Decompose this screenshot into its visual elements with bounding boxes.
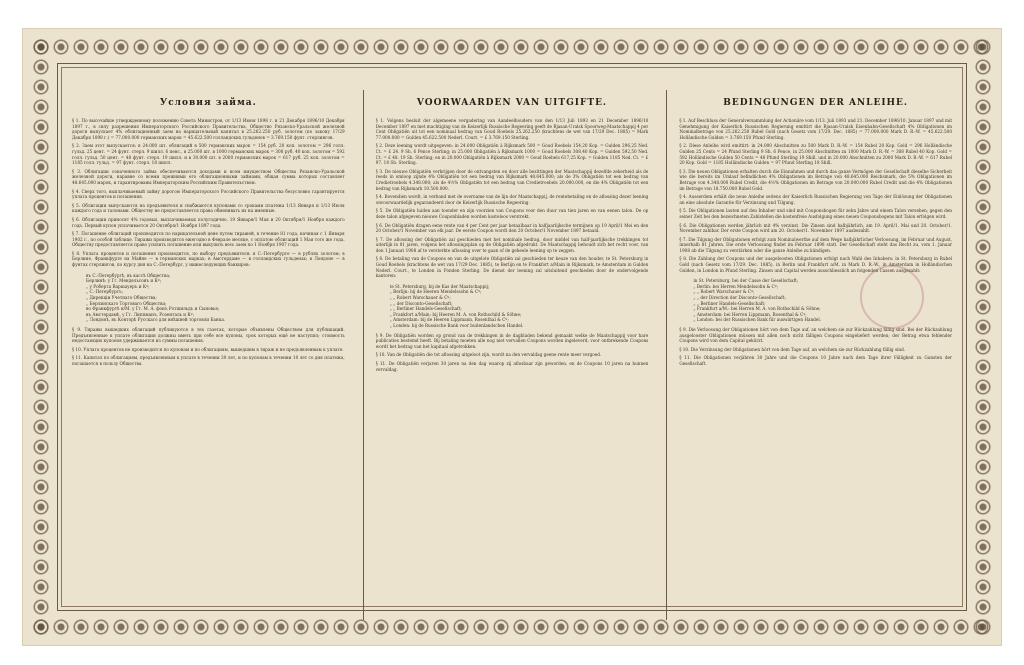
right-ornament-border bbox=[973, 37, 993, 637]
list-item: „ Frankfurt a/M.: bei Herren M. A. von Rothschild & Söhne; bbox=[693, 306, 821, 312]
list-item: „ Londen: bij de Russische Bank voor buitenlandschen Handel. bbox=[389, 323, 524, 328]
nl-paragraph-9: § 9. De Obligatiën worden op grond van de trekkingen in de dagbladen bekend gemaakt welke de Maatschappij voor hare publicaties bestemd heeft. Bij betaling moeten alle nog niet vervallen Coupons worden ingeleverd; voor ontbrekende Coupons wordt het bedrag van het kapitaal afgetrokken. bbox=[375, 332, 649, 349]
list-item: „ Berlin: bei Herren Mendelssohn & Cº; bbox=[693, 283, 779, 289]
ru-paragraph-11: § 11. Капитал по облигациям, предъявленным к уплате в течении 30 лет, и по купонам в течении 10 лет со дня платежа, погашается в пользу Общества. bbox=[72, 355, 345, 366]
list-item: „ Frankfort a/Main: bij Heeren M. A. von Rothschild & Söhne; bbox=[389, 311, 522, 317]
list-item: „ „ Berliner Handels-Gesellschaft; bbox=[389, 306, 462, 312]
nl-paragraph-5: § 5. De Obligatiën luiden aan toonder en zijn voorzien van Coupons voor den duur van tien jaren en van eenen talon. De op deze talon afgegeven nieuwe Couponbladen worden kosteloos verstrekt. bbox=[375, 208, 649, 219]
list-item: „ „ Robert Warschauer & Cº; bbox=[693, 289, 755, 295]
list-item: „ Лондонѣ, въ Конторѣ Русскаго для внѣшней торговли Банка. bbox=[86, 317, 226, 323]
de-paragraph-4: § 4. Ausserdem erhält die neue Anleihe seitens der Kaiserlich Russischen Regierung von Tage der Einlösung der Obligationen an eine absolute Garantie für Verzinsung und Tilgung. bbox=[679, 194, 953, 205]
ru-paragraph-5: § 5. Облигации выпускаются на предъявителя и снабжаются купонами со сроками платежа 1/13 Января и 1/13 Июля каждого года и талонами. Обществу не предоставляется права обменивать их на именные. bbox=[72, 202, 345, 214]
nl-paragraph-8: § 8. De betaling van de Coupons en van de uitgelote Obligatiën zal geschieden ter keuze van den houder, te St. Petersburg in Goud Roebels (krachtens de wet van 17/29 Dec. 1885), te Berlijn en te Frankfort a/Main in Rijksmark, te Amsterdam in Gulden Nederl. Court., te Londen in Ponden Sterling. De dienst der leening zal uitsluitend geschieden door de ondervolgende kantoren: bbox=[375, 256, 649, 279]
nl-paragraph-3: § 3. De nieuwe Obligatiën verkrijgen door de ontvangsten en door alle bezittingen der Maatschappij dezelfde zekerheid als de reeds in omloop zijnde 4% Obligatiën tot een bedrag van Rijksmark 48.645.000; als de 3% Obligatiën tot een bedrag van Credietroebels 4.348.000; als de 4½% Obligatiën tot een bedrag van Credietroebels 20.000.000, en die 4% Obligatiën tot een bedrag van Rijksmark 10.500.000. bbox=[375, 168, 649, 191]
de-paragraph-8: § 8. Die Zahlung der Coupons und der ausgeloosten Obligationen erfolgt nach Wahl des Inhabers: in St. Petersburg in Rubel Gold (nach Gesetz vom 17/29. Dec. 1885), in Berlin und Frankfurt a/M. in Mark D. R.-W., in Amsterdam in Holländischen Gulden, in London in Pfund Sterling. Zinsen und Capital werden ausschliesslich an folgenden Cassen ausgezahlt: bbox=[679, 256, 953, 273]
list-item: te St. Petersburg, bij de Kas der Maatschappij; bbox=[389, 283, 490, 289]
list-item: въ С.-Петербургѣ, въ кассѣ Общества; bbox=[86, 272, 171, 278]
ru-paying-agents-list bbox=[86, 273, 345, 323]
nl-paragraph-7: § 7. De aflossing der Obligatiën zal geschieden met het nominale bedrag, door middel van half-jaarlijksche trekkingen tot uiterlijk in 81 jaren, volgens het aflossingsplan op de Obligatiën afgedrukt. De Maatschappij behoudt zich het recht voor, van den 1 Januari 1908 af te versterkte aflossing over te gaan of de geheele leening op te zeggen. bbox=[375, 236, 649, 253]
list-item: „ С.-Петербургъ; bbox=[86, 289, 123, 295]
list-item: „ Берлинскаго Торговаго Общества; bbox=[86, 300, 167, 306]
left-ornament-border bbox=[31, 37, 51, 637]
de-paragraph-2: § 2. Diese Anleihe wird emittirt: in 24.000 Abschnitten zu 500 Mark D. R.-W. = 154 Rubel 20 Kop. Gold = 296 Holländische Gulden 25 Cents = 24 Pfund Sterling 9 Sh. 6 Pence, in 25.000 Abschnitten zu 1000 Mark D. R.-W. = 308 Rubel 40 Kop. Gold = 592 Holländische Gulden 50 Cents = 48 Pfund Sterling 19 Shill. und in 20.000 Abschnitten zu 2000 Mark D. R.-W. = 617 Rubel 20 Kop. Gold = 1185 Holländische Gulden = 97 Pfund Sterling 18 Shill. bbox=[679, 143, 953, 166]
dutch-column bbox=[363, 90, 655, 620]
list-item: „ Amsterdam: bij de Heeren Lippmann, Rosenthal & Cº; bbox=[389, 317, 509, 323]
list-item: „ „ Berliner Handels-Gesellschaft; bbox=[693, 300, 766, 306]
de-paragraph-9: § 9. Die Verloosung der Obligationen hört von dem Tage auf, an welchem sie zur Rückzahlung fällig sind. Bei der Rückzahlung ausgelooster Obligationen müssen mit allen noch nicht fälligen Coupons eingeliefert werden; der Betrag etwa fehlender Coupons wird von dem Capital gekürzt. bbox=[679, 327, 953, 344]
ru-paragraph-10: § 10. Уплата процентов не производится по купонам и по облигациям, вышедшим в тираж и не предъявленным к уплате. bbox=[72, 346, 344, 352]
ru-paragraph-1: § 1. По высочайше утвержденному положению Совета Министров, от 1/13 Июня 1898 г. и 21 Декабря 1896/10 Декабря 1897 г., в силу разрешения Императорского Российского Правительства, Общество Рязанско-Уральской железной дороги выпускает 4% облигационный заем на нарицательный капитал в 25.262.250 руб. золотом (по закону 17/29 Декабря 1898 г.) = 77.000.000 германских марок = 45.622.500 голландских гульденов = 3.769.150 фунт. стерлингов. bbox=[72, 118, 345, 140]
terms-columns bbox=[66, 90, 958, 620]
de-paragraph-1: § 1. Auf Beschluss der Generalversammlung der Actionäre vom 1/13. Juli 1893 und 21. December 1896/10. Januar 1897 und mit Genehmigung der Kaiserlich Russischen Regierung emittirt die Rjasan-Uralsk Eisenbahn-Gesellschaft 4% Obligationen im Nominalbetrage von 25.262.250 Rubel Gold (nach Gesetz vom 17/29. Dec. 1885) = 77.000.000 Mark D. R.-W. = 45.622.500 Holländische Gulden = 3.769.150 Pfund Sterling. bbox=[679, 118, 953, 140]
russian-column bbox=[66, 90, 351, 620]
ru-paragraph-8: § 8. Уплата процентов и погашения производится, по выбору предъявителя: в С.-Петербурге — в рублях золотом; в Берлине, Франкфурте на Майне — в германских марках; в Амстердаме — в голландских гульденах; в Лондоне — в фунтах стерлингов, по курсу дня на С.-Петербург, у нижеследующих банкиров: bbox=[72, 250, 345, 268]
dutch-title: VOORWAARDEN VAN UITGIFTE. bbox=[416, 98, 608, 108]
nl-paragraph-10: § 10. Van de Obligatiën die tot aflossing uitgeloot zijn, wordt na den vervaldag geene rente meer vergoed. bbox=[375, 352, 602, 358]
de-paragraph-5: § 5. Die Obligationen lauten auf den Inhaber und sind mit Couponsbogen für zehn Jahre und einem Talon versehen, gegen den seiner Zeit bei den bezeichneten Zahlstellen die kostenfreie Ausfolgung eines neuen Couponsbogens mit Talon erfolgen wird. bbox=[679, 208, 953, 219]
de-paragraph-11: § 11. Die Obligationen verjähren 30 Jahre und die Coupons 10 Jahre nach dem Tage ihrer Fälligkeit zu Gunsten der Gesellschaft. bbox=[679, 355, 953, 366]
list-item: „ у Роберта Варшауеръ и Кº; bbox=[86, 283, 150, 289]
ru-paragraph-4: § 4. Сверх того, выплачиваемый займу дорогою Императорского Российского Правительства безусловно гарантируется уплата процентов и погашения. bbox=[72, 188, 345, 200]
list-item: in St. Petersburg, bei der Casse der Gesellschaft; bbox=[693, 278, 799, 284]
ru-paragraph-3: § 3. Облигации означенного займа обеспечиваются доходами и всем имуществом Общества Рязанско-Уральской железной дороги, наравне со всеми прежними его облигационными займами, общая сумма которых составляет 48.645.000 марок, и гарантированы Императорским Российским Правительством. bbox=[72, 168, 345, 185]
nl-paragraph-1: § 1. Volgens besluit der algemeene vergadering van Aandeelhouders van den 1/13 Juli 1893 en 21 December 1896/10 December 1897 en met machtiging van de Keizerlijk Russische Regeering geeft de Rjasan-Uralsk Spoorweg-Maatschappij 4 per Cent Obligatiën uit tot een nominaal bedrag van Goud Roebels 25.262.250 (krachtens de wet van 17/29 Dec. 1885) = Mark 77.000.000 = Gulden 45.622.500 Nederl. Court. = £ 3.769.150 Sterling. bbox=[375, 118, 649, 140]
nl-paragraph-11: § 11. De Obligatiën verjaren 30 jaren na den dag waarop zij aflosbaar zijn geworden, en de Coupons 10 jaren na hunnen vervaldag. bbox=[375, 360, 649, 372]
de-paragraph-7: § 7. Die Tilgung der Obligationen erfolgt zum Nominalwerthe auf dem Wege halbjährlicher Verloosung, im Februar und August, innerhalb 81 Jahren. Die erste Verloosung findet im Februar 1898 statt. Der Gesellschaft steht das Recht zu, vom 1. Januar 1908 ab die Tilgung zu verstärken oder die ganze Anleihe zu kündigen. bbox=[679, 236, 953, 253]
de-paragraph-10: § 10. Die Verzinsung der Obligationen hört von dem Tage auf, an welchem sie zur Rückzahlung fällig sind. bbox=[679, 346, 906, 352]
list-item: „ „ der Disconto-Gesellschaft; bbox=[389, 300, 453, 306]
de-paragraph-6: § 6. Die Obligationen werden jährlich mit 4% verzinst. Die Zinsen sind halbjährlich, am 19. April/1. Mai und 20. October/1. November zahlbar. Der erste Coupon wird am 20. October/1. November 1897 ausbezahlt. bbox=[679, 222, 953, 234]
list-item: во Франкфуртѣ н/М. у Гг. М. А. фонъ Ротшильдъ и Сыновья; bbox=[86, 306, 220, 312]
list-item: „ Berlijn: bij de Heeren Mendelssohn & Cº; bbox=[389, 289, 482, 295]
de-paragraph-3: § 3. Die neuen Obligationen erhalten durch die Einnahmen und durch das ganze Vermögen der Gesellschaft dieselbe Sicherheit wie die bereits im Umlauf befindlichen 4% Obligationen im Betrage von 48.645.000 Reichsmark, die 5% Obligationen im Betrage von 4.348.000 Rubel Credit, die 4½% Obligationen im Betrage von 20.000.000 Rubel Credit und die 4% Obligationen im Betrage von 18.750.000 Rubel Gold. bbox=[679, 168, 953, 191]
ru-paragraph-9: § 9. Тиражи вышедших облигаций публикуются в тех газетах, которые объявлены Обществом для публикаций. Предъявленные к уплате облигации должны иметь при себе все купоны, срок которых ещё не наступил; стоимость недостающих купонов удерживается из суммы погашения. bbox=[72, 327, 345, 344]
ru-paragraph-7: § 7. Погашение облигаций производится по нарицательной цене путем тиражей, в течение 81 года, начиная с 1 Января 1902 г., по особой таблице. Тиражи производятся ежегодно в Феврале месяце, с оплатою облигаций 1 Мая того же года. Обществу предоставляется право усилить погашение или выкупить весь заем по 1 Ноября 1907 года. bbox=[72, 231, 345, 248]
list-item: въ Амстердамѣ, у Гг. Липпманъ, Розенталь и Кº; bbox=[86, 311, 195, 317]
top-ornament-border bbox=[31, 37, 993, 57]
russian-title: Условия займа. bbox=[159, 98, 257, 108]
nl-paragraph-4: § 4. Bovendien wordt, in verband met de overname van de lijn der Maatschappij, de rentebetaling en de aflossing dezer leening onvoorwaardelijk gegarandeerd door de Keizerlijk Russische Regeering. bbox=[375, 194, 649, 205]
bottom-ornament-border bbox=[31, 617, 993, 637]
list-item: „ Дирекціи Учетнаго Общества; bbox=[86, 295, 157, 301]
nl-paragraph-6: § 6. De Obligatiën dragen eene rente van 4 per Cent per jaar betaalbaar in halfjaarlijksche termijnen op 19 April/1 Mei en den 20 October/1 November van elk jaar. De eerste Coupon wordt den 20 October/1 November 1897 betaald. bbox=[375, 222, 649, 234]
list-item: „ „ Robert Warschauer & Cº; bbox=[389, 295, 451, 301]
nl-paying-agents-list bbox=[390, 284, 649, 329]
faded-stamp bbox=[860, 265, 924, 329]
list-item: „ London: bei der Russischen Bank für auswärtigen Handel. bbox=[693, 317, 822, 323]
german-title: BEDINGUNGEN DER ANLEIHE. bbox=[723, 98, 909, 108]
list-item: „ Amsterdam: bei Herren Lippmann, Rosenthal & Cº; bbox=[693, 311, 807, 317]
ru-paragraph-6: § 6. Облигации приносят 4% годовых, выплачиваемых полугодично, 19 Января/1 Мая и 20 Октября/1 Ноября каждого года. Первый купон уплачивается 20 Октября/1 Ноября 1897 года. bbox=[72, 216, 345, 228]
german-column bbox=[666, 90, 958, 620]
ru-paragraph-2: § 2. Заем этот выпускается: в 24.000 шт. облигаций в 500 германских марок = 154 руб. 20 коп. золотом = 296 голл. гульд. 25 цент. = 24 фунт. стерл. 9 шилл. 6 пенс., в 25.000 шт. в 1000 германских марок = 308 руб. 40 коп. золотом = 592 голл. гульд. 50 цент. = 48 фунт. стерл. 19 шилл. и в 30.000 шт. в 2000 германских марок = 617 руб. 25 коп. золотом = 1185 голл. гульд. = 97 фунт. стерл. 18 шилл. bbox=[72, 143, 345, 166]
nl-paragraph-2: § 2. Deze leening wordt uitgegeven: in 24.000 Obligatiën à Rijksmark 500 = Goud Roebels 154,20 Kop. = Gulden 296,25 Ned. Ct. = £ 24. 9 Sh. 6 Pence Sterling; in 25.000 Obligatiën à Rijksmark 1000 = Goud Roebels 308,40 Kop. = Gulden 592,50 Ned. Ct. = £ 48. 19 Sh. Sterling; en in 20.000 Obligatiën à Rijksmark 2000 = Goud Roebels 617,25 Kop. = Gulden 1185 Ned. Ct. = £ 97. 18 Sh. Sterling. bbox=[375, 143, 649, 166]
list-item: Берлинѣ: у Гг. Мендельсонъ и Кº; bbox=[86, 278, 162, 284]
list-item: „ „ der Direction der Disconto-Gesellschaft; bbox=[693, 295, 786, 301]
